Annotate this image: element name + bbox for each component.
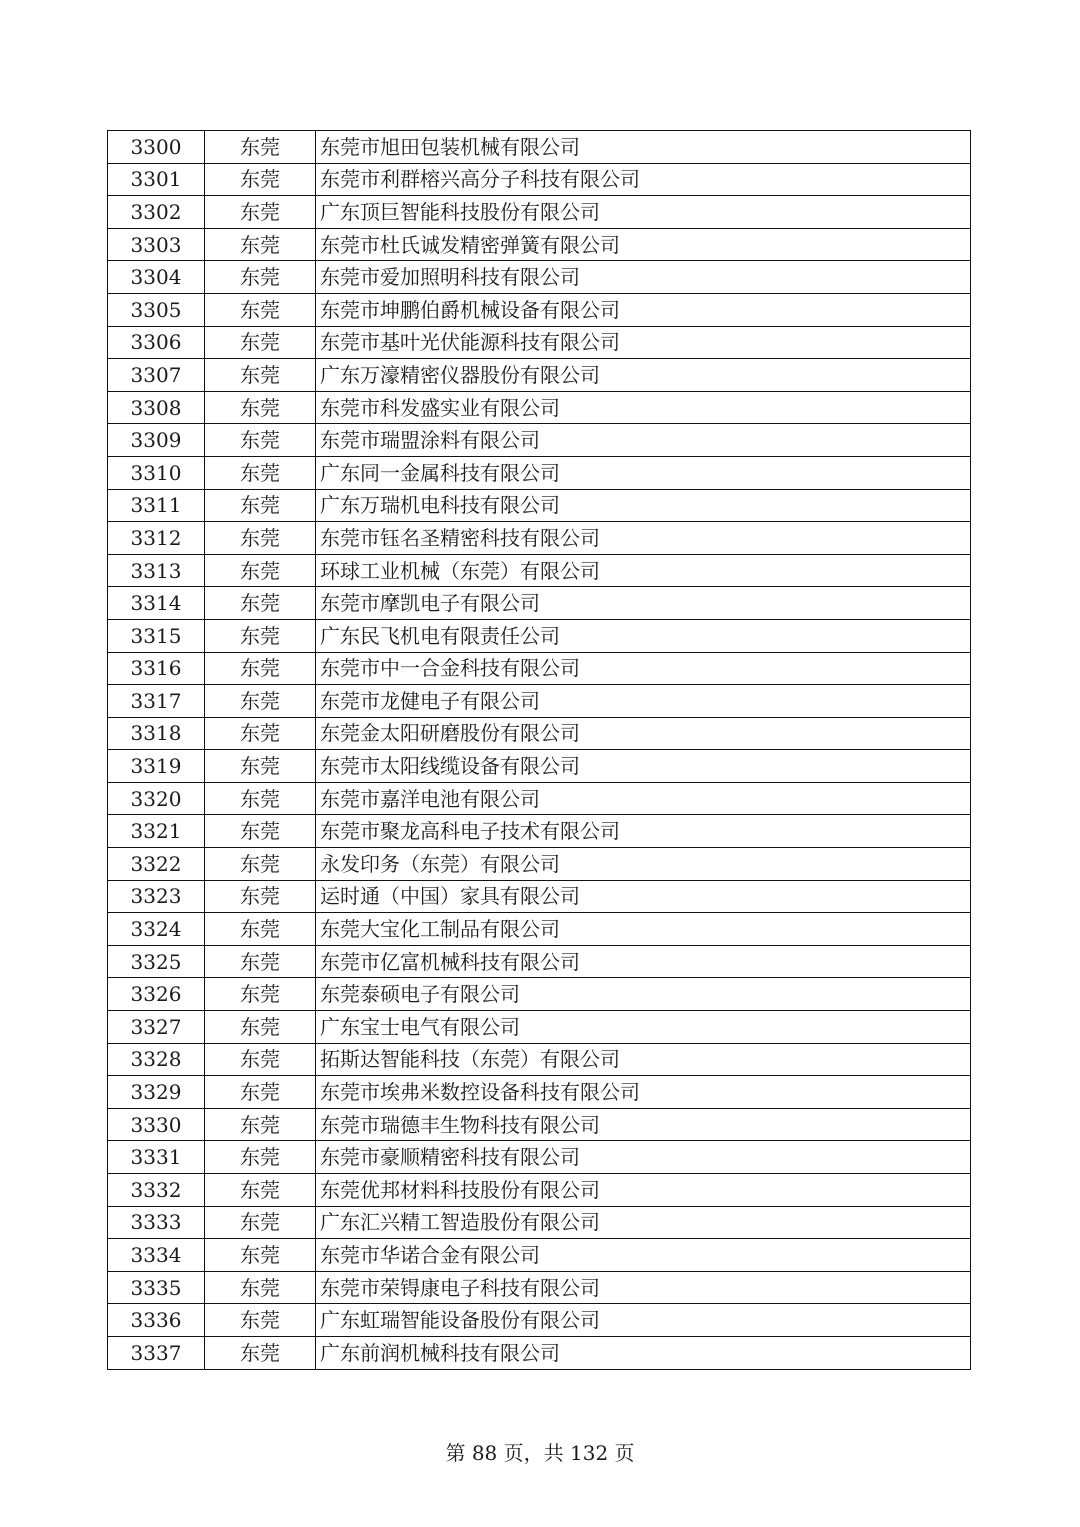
table-row: [108, 1043, 971, 1076]
row-number-cell: 3322: [108, 848, 205, 881]
row-number-cell: 3318: [108, 717, 205, 750]
company-name-cell: 广东顶巨智能科技股份有限公司: [316, 196, 971, 229]
table-row: [108, 228, 971, 261]
city-cell: 东莞: [205, 163, 316, 196]
company-list-table: [107, 130, 971, 1370]
company-name-cell: 东莞市聚龙高科电子技术有限公司: [316, 815, 971, 848]
table-row: [108, 880, 971, 913]
company-name-cell: 广东同一金属科技有限公司: [316, 456, 971, 489]
company-name-cell: 东莞市钰名圣精密科技有限公司: [316, 522, 971, 555]
table-row: [108, 1108, 971, 1141]
table-row: [108, 1076, 971, 1109]
row-number-cell: 3330: [108, 1108, 205, 1141]
table-row: [108, 1141, 971, 1174]
table-row: [108, 163, 971, 196]
row-number-cell: 3306: [108, 326, 205, 359]
company-name-cell: 东莞市太阳线缆设备有限公司: [316, 750, 971, 783]
company-name-cell: 环球工业机械（东莞）有限公司: [316, 554, 971, 587]
city-cell: 东莞: [205, 424, 316, 457]
city-cell: 东莞: [205, 978, 316, 1011]
company-name-cell: 东莞市嘉洋电池有限公司: [316, 782, 971, 815]
row-number-cell: 3319: [108, 750, 205, 783]
city-cell: 东莞: [205, 1206, 316, 1239]
company-name-cell: 东莞市爱加照明科技有限公司: [316, 261, 971, 294]
city-cell: 东莞: [205, 1076, 316, 1109]
row-number-cell: 3329: [108, 1076, 205, 1109]
table-row: [108, 1336, 971, 1369]
city-cell: 东莞: [205, 880, 316, 913]
row-number-cell: 3308: [108, 391, 205, 424]
company-name-cell: 东莞市亿富机械科技有限公司: [316, 945, 971, 978]
table-row: [108, 750, 971, 783]
company-name-cell: 东莞市科发盛实业有限公司: [316, 391, 971, 424]
company-name-cell: 东莞市豪顺精密科技有限公司: [316, 1141, 971, 1174]
company-name-cell: 东莞市龙健电子有限公司: [316, 685, 971, 718]
table-row: [108, 424, 971, 457]
table-row: [108, 522, 971, 555]
table-row: [108, 815, 971, 848]
city-cell: 东莞: [205, 522, 316, 555]
table-row: [108, 554, 971, 587]
city-cell: 东莞: [205, 1174, 316, 1207]
company-name-cell: 东莞市中一合金科技有限公司: [316, 652, 971, 685]
row-number-cell: 3304: [108, 261, 205, 294]
table-row: [108, 1174, 971, 1207]
row-number-cell: 3302: [108, 196, 205, 229]
table-row: [108, 359, 971, 392]
company-name-cell: 东莞市摩凯电子有限公司: [316, 587, 971, 620]
row-number-cell: 3332: [108, 1174, 205, 1207]
row-number-cell: 3325: [108, 945, 205, 978]
row-number-cell: 3320: [108, 782, 205, 815]
company-name-cell: 东莞市杜氏诚发精密弹簧有限公司: [316, 228, 971, 261]
table-row: [108, 848, 971, 881]
row-number-cell: 3315: [108, 619, 205, 652]
company-name-cell: 东莞市瑞盟涂料有限公司: [316, 424, 971, 457]
city-cell: 东莞: [205, 1141, 316, 1174]
company-name-cell: 东莞市基叶光伏能源科技有限公司: [316, 326, 971, 359]
table-row: [108, 1271, 971, 1304]
company-name-cell: 广东汇兴精工智造股份有限公司: [316, 1206, 971, 1239]
city-cell: 东莞: [205, 717, 316, 750]
city-cell: 东莞: [205, 196, 316, 229]
table-row: [108, 913, 971, 946]
city-cell: 东莞: [205, 685, 316, 718]
table-row: [108, 1304, 971, 1337]
city-cell: 东莞: [205, 619, 316, 652]
city-cell: 东莞: [205, 1239, 316, 1272]
company-name-cell: 广东宝士电气有限公司: [316, 1011, 971, 1044]
table-row: [108, 945, 971, 978]
company-name-cell: 广东前润机械科技有限公司: [316, 1336, 971, 1369]
company-name-cell: 东莞市华诺合金有限公司: [316, 1239, 971, 1272]
page-number: 第 88 页，共 132 页: [445, 1441, 635, 1465]
table-row: [108, 1011, 971, 1044]
row-number-cell: 3323: [108, 880, 205, 913]
table-row: [108, 782, 971, 815]
city-cell: 东莞: [205, 1336, 316, 1369]
row-number-cell: 3311: [108, 489, 205, 522]
city-cell: 东莞: [205, 652, 316, 685]
city-cell: 东莞: [205, 554, 316, 587]
row-number-cell: 3300: [108, 131, 205, 164]
company-name-cell: 广东万濠精密仪器股份有限公司: [316, 359, 971, 392]
city-cell: 东莞: [205, 1271, 316, 1304]
table-row: [108, 1239, 971, 1272]
row-number-cell: 3310: [108, 456, 205, 489]
row-number-cell: 3334: [108, 1239, 205, 1272]
company-name-cell: 永发印务（东莞）有限公司: [316, 848, 971, 881]
row-number-cell: 3335: [108, 1271, 205, 1304]
table-row: [108, 293, 971, 326]
city-cell: 东莞: [205, 1011, 316, 1044]
row-number-cell: 3314: [108, 587, 205, 620]
table-row: [108, 326, 971, 359]
row-number-cell: 3331: [108, 1141, 205, 1174]
city-cell: 东莞: [205, 456, 316, 489]
city-cell: 东莞: [205, 815, 316, 848]
table-row: [108, 131, 971, 164]
city-cell: 东莞: [205, 1043, 316, 1076]
table-row: [108, 685, 971, 718]
company-name-cell: 东莞优邦材料科技股份有限公司: [316, 1174, 971, 1207]
row-number-cell: 3316: [108, 652, 205, 685]
table-row: [108, 456, 971, 489]
city-cell: 东莞: [205, 945, 316, 978]
city-cell: 东莞: [205, 1108, 316, 1141]
company-name-cell: 东莞泰硕电子有限公司: [316, 978, 971, 1011]
company-name-cell: 拓斯达智能科技（东莞）有限公司: [316, 1043, 971, 1076]
city-cell: 东莞: [205, 489, 316, 522]
row-number-cell: 3336: [108, 1304, 205, 1337]
city-cell: 东莞: [205, 261, 316, 294]
row-number-cell: 3313: [108, 554, 205, 587]
row-number-cell: 3307: [108, 359, 205, 392]
city-cell: 东莞: [205, 750, 316, 783]
row-number-cell: 3328: [108, 1043, 205, 1076]
row-number-cell: 3321: [108, 815, 205, 848]
row-number-cell: 3324: [108, 913, 205, 946]
company-name-cell: 广东民飞机电有限责任公司: [316, 619, 971, 652]
row-number-cell: 3305: [108, 293, 205, 326]
city-cell: 东莞: [205, 848, 316, 881]
company-name-cell: 运时通（中国）家具有限公司: [316, 880, 971, 913]
row-number-cell: 3303: [108, 228, 205, 261]
city-cell: 东莞: [205, 228, 316, 261]
city-cell: 东莞: [205, 782, 316, 815]
company-name-cell: 广东万瑞机电科技有限公司: [316, 489, 971, 522]
table-row: [108, 1206, 971, 1239]
company-name-cell: 东莞市瑞德丰生物科技有限公司: [316, 1108, 971, 1141]
company-name-cell: 东莞市坤鹏伯爵机械设备有限公司: [316, 293, 971, 326]
row-number-cell: 3337: [108, 1336, 205, 1369]
row-number-cell: 3326: [108, 978, 205, 1011]
city-cell: 东莞: [205, 913, 316, 946]
company-list-body: [108, 131, 971, 1370]
row-number-cell: 3309: [108, 424, 205, 457]
company-name-cell: 东莞市荣锝康电子科技有限公司: [316, 1271, 971, 1304]
table-row: [108, 587, 971, 620]
company-name-cell: 广东虹瑞智能设备股份有限公司: [316, 1304, 971, 1337]
city-cell: 东莞: [205, 326, 316, 359]
city-cell: 东莞: [205, 391, 316, 424]
city-cell: 东莞: [205, 587, 316, 620]
table-row: [108, 717, 971, 750]
company-name-cell: 东莞金太阳研磨股份有限公司: [316, 717, 971, 750]
table-row: [108, 391, 971, 424]
row-number-cell: 3333: [108, 1206, 205, 1239]
company-name-cell: 东莞市埃弗米数控设备科技有限公司: [316, 1076, 971, 1109]
row-number-cell: 3327: [108, 1011, 205, 1044]
row-number-cell: 3317: [108, 685, 205, 718]
row-number-cell: 3312: [108, 522, 205, 555]
city-cell: 东莞: [205, 131, 316, 164]
city-cell: 东莞: [205, 359, 316, 392]
table-row: [108, 196, 971, 229]
table-row: [108, 619, 971, 652]
company-name-cell: 东莞大宝化工制品有限公司: [316, 913, 971, 946]
row-number-cell: 3301: [108, 163, 205, 196]
city-cell: 东莞: [205, 293, 316, 326]
table-row: [108, 261, 971, 294]
table-row: [108, 489, 971, 522]
city-cell: 东莞: [205, 1304, 316, 1337]
company-name-cell: 东莞市利群榕兴高分子科技有限公司: [316, 163, 971, 196]
table-row: [108, 652, 971, 685]
company-name-cell: 东莞市旭田包装机械有限公司: [316, 131, 971, 164]
table-row: [108, 978, 971, 1011]
